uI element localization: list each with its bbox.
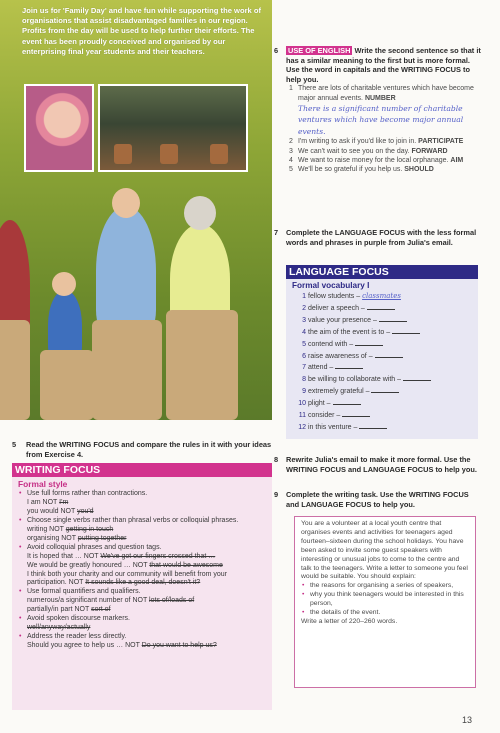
vocab-formal: raise awareness of – (308, 352, 375, 360)
example-formal: you would NOT (27, 507, 78, 515)
rule-example (18, 499, 266, 508)
vocab-item (292, 422, 472, 434)
language-focus-items (292, 291, 472, 434)
item-number: 1 (302, 293, 306, 300)
item-number: 9 (302, 388, 306, 396)
example-formal: Should you agree to help us … NOT (27, 642, 142, 650)
example-informal-struck: sort of (91, 606, 111, 614)
item-keyword: PARTICIPATE (418, 138, 464, 146)
vocab-item (292, 386, 472, 398)
vocab-formal: the aim of the event is to – (308, 328, 393, 336)
task-bullet: • the details of the event. (310, 609, 469, 618)
item-number: 6 (302, 352, 306, 360)
example-formal: We would be greatly honoured … NOT (27, 561, 150, 569)
item-number: 2 (289, 138, 293, 146)
task-bullet: • the reasons for organising a series of speakers, (310, 582, 469, 591)
rule-example (18, 642, 266, 651)
item-number: 7 (302, 364, 306, 372)
rule-example (18, 571, 266, 589)
item-number: 5 (302, 340, 306, 348)
answer-blank (333, 398, 361, 405)
item-number: 1 (289, 85, 293, 93)
drumming-photo (98, 84, 248, 172)
vocab-formal: consider – (308, 412, 343, 420)
intro-text: Join us for 'Family Day' and have fun while supporting the work of organisations that assist disadvantaged families in our region. Profits from the day will be used to help further their efforts. The event has been proudly conceived and organised by our enterprising final year students and their teachers. (22, 6, 262, 56)
exercise-number: 6 (274, 46, 279, 55)
item-keyword: AIM (450, 157, 464, 165)
sack-race-photo (0, 180, 272, 420)
item-sentence: We'll be so grateful if you help us. (298, 166, 405, 174)
handwritten-answer: classmates (362, 292, 401, 300)
vocab-item (292, 351, 472, 363)
exercise-instruction (286, 46, 482, 84)
exercise-number: 8 (274, 455, 279, 464)
example-informal-struck: Do you want to help us? (141, 642, 217, 650)
exercise-instruction: Complete the LANGUAGE FOCUS with the less formal words and phrases in purple from Julia's email. (286, 228, 477, 247)
exercise-6 (274, 46, 482, 175)
exercise-item (289, 84, 482, 103)
rule-example (18, 624, 266, 633)
rule-example (18, 606, 266, 615)
item-number: 2 (302, 304, 306, 312)
exercise-6-items (286, 84, 482, 174)
rule-text: • Avoid colloquial phrases and question tags. (18, 544, 266, 553)
answer-blank (375, 351, 403, 358)
item-keyword: NUMBER (364, 94, 396, 102)
language-focus-box (286, 279, 478, 439)
item-number: 4 (302, 328, 306, 336)
exercise-number: 7 (274, 228, 279, 237)
answer-blank (359, 422, 387, 429)
answer-blank (355, 339, 383, 346)
rule-text: • Address the reader less directly. (18, 633, 266, 642)
example-informal-struck: well/anyway/actually (27, 624, 91, 632)
exercise-9 (274, 490, 482, 509)
example-informal-struck: It sounds like a good deal, doesn't it? (85, 579, 201, 587)
example-informal-struck: getting in touch (65, 525, 114, 533)
example-formal: I am NOT (27, 498, 60, 506)
example-informal-struck: putting together (77, 534, 127, 542)
example-formal: numerous/a significant number of NOT (27, 597, 150, 605)
vocab-item (292, 410, 472, 422)
vocab-formal: fellow students – (308, 293, 363, 300)
example-informal-struck: that would be awesome (149, 561, 223, 569)
answer-blank (379, 315, 407, 322)
example-formal: writing NOT (27, 525, 66, 533)
rule-example (18, 508, 266, 517)
vocab-formal: attend – (308, 364, 336, 372)
vocab-formal: be willing to collaborate with – (308, 376, 403, 384)
exercise-instruction: Rewrite Julia's email to make it more formal. Use the WRITING FOCUS and LANGUAGE FOCUS to help you. (286, 455, 477, 474)
item-number: 12 (298, 423, 306, 431)
writing-task-box (294, 516, 476, 688)
answer-blank (371, 386, 399, 393)
example-informal-struck: I'm (59, 498, 69, 506)
exercise-instruction: Read the WRITING FOCUS and compare the rules in it with your ideas from Exercise 4. (26, 440, 272, 459)
item-keyword: FORWARD (411, 147, 448, 155)
exercise-number: 5 (12, 440, 17, 449)
rule-text: • Use formal quantifiers and qualifiers. (18, 588, 266, 597)
handwritten-answer: There is a significant number of charitable ventures which have become major annual events. (298, 103, 464, 136)
rule-text: • Choose single verbs rather than phrasal verbs or colloquial phrases. (18, 517, 266, 526)
exercise-number: 9 (274, 490, 279, 499)
item-number: 3 (302, 316, 306, 324)
writing-focus-rules (18, 490, 266, 651)
vocab-item (292, 398, 472, 410)
item-keyword: SHOULD (404, 166, 434, 174)
exercise-instruction: Complete the writing task. Use the WRITING FOCUS and LANGUAGE FOCUS to help you. (286, 490, 469, 509)
vocab-item (292, 374, 472, 386)
item-number: 10 (298, 400, 306, 408)
writing-focus-banner: WRITING FOCUS (12, 463, 272, 477)
language-focus-banner: LANGUAGE FOCUS (286, 265, 478, 279)
example-formal: organising NOT (27, 534, 78, 542)
rule-example (18, 553, 266, 562)
vocab-formal: contend with – (308, 340, 356, 348)
item-number: 5 (289, 166, 293, 174)
example-informal-struck: lots of/loads of (149, 597, 195, 605)
exercise-7 (274, 228, 482, 247)
vocab-item (292, 315, 472, 327)
item-sentence: We want to raise money for the local orphanage. (298, 157, 451, 165)
language-focus-title: Formal vocabulary I (292, 281, 370, 290)
use-of-english-tag: USE OF ENGLISH (288, 46, 351, 55)
item-sentence: I'm writing to ask if you'd like to join in. (298, 138, 419, 146)
item-number: 3 (289, 147, 293, 155)
item-number: 4 (289, 157, 293, 165)
exercise-8 (274, 455, 482, 474)
photo-collage (0, 0, 272, 420)
example-formal: I think both your charity and our community will benefit from your participation. NOT (27, 570, 227, 587)
answer-blank (335, 362, 363, 369)
vocab-formal: in this venture – (308, 423, 360, 431)
writing-focus-box (12, 477, 272, 710)
rule-example (18, 535, 266, 544)
rule-example (18, 562, 266, 571)
exercise-item (289, 147, 482, 156)
task-bullet: • why you think teenagers would be interested in this person, (310, 591, 469, 609)
example-formal: It is hoped that … NOT (27, 552, 101, 560)
task-bullets (301, 582, 469, 618)
rule-example (18, 526, 266, 535)
vocab-item (292, 362, 472, 374)
rule-text: • Use full forms rather than contractions. (18, 490, 266, 499)
item-sentence: There are lots of charitable ventures which have become major annual events. (298, 85, 474, 102)
item-sentence: We can't wait to see you on the day. (298, 147, 412, 155)
answer-blank (342, 410, 370, 417)
item-number: 8 (302, 376, 306, 384)
page-number: 13 (462, 715, 473, 725)
exercise-5 (12, 440, 272, 459)
item-number: 11 (298, 412, 306, 420)
example-informal-struck: you'd (77, 507, 94, 515)
task-body: You are a volunteer at a local youth centre that organises events and activities for teenagers aged fourteen–sixteen during the school holidays. You have been asked to invite some guest speakers with interesting or unusual jobs to come to the centre and talk to the teenagers. Write a letter to someone you feel would be suitable. You should explain: (301, 520, 468, 581)
vocab-formal: extremely grateful – (308, 388, 372, 396)
exercise-item (289, 137, 482, 146)
answer-blank (367, 303, 395, 310)
answer-blank (392, 327, 420, 334)
vocab-item (292, 327, 472, 339)
face-paint-photo (24, 84, 94, 172)
example-formal: partially/in part NOT (27, 606, 92, 614)
vocab-formal: value your presence – (308, 316, 379, 324)
vocab-item (292, 291, 472, 303)
vocab-formal: deliver a speech – (308, 304, 367, 312)
task-closing: Write a letter of 220–260 words. (301, 617, 398, 625)
writing-focus-title: Formal style (18, 479, 68, 489)
rule-example (18, 597, 266, 606)
instruction-text: Write the second sentence so that it has a similar meaning to the first but is more formal. Use the word in capitals and the WRITING FOCUS to help you. (286, 46, 481, 84)
vocab-formal: plight – (308, 400, 333, 408)
vocab-item (292, 339, 472, 351)
rule-text: • Avoid spoken discourse markers. (18, 615, 266, 624)
exercise-item (289, 156, 482, 165)
answer-blank (403, 374, 431, 381)
example-informal-struck: We've got our fingers crossed that … (100, 552, 216, 560)
vocab-item (292, 303, 472, 315)
exercise-item (289, 165, 482, 174)
